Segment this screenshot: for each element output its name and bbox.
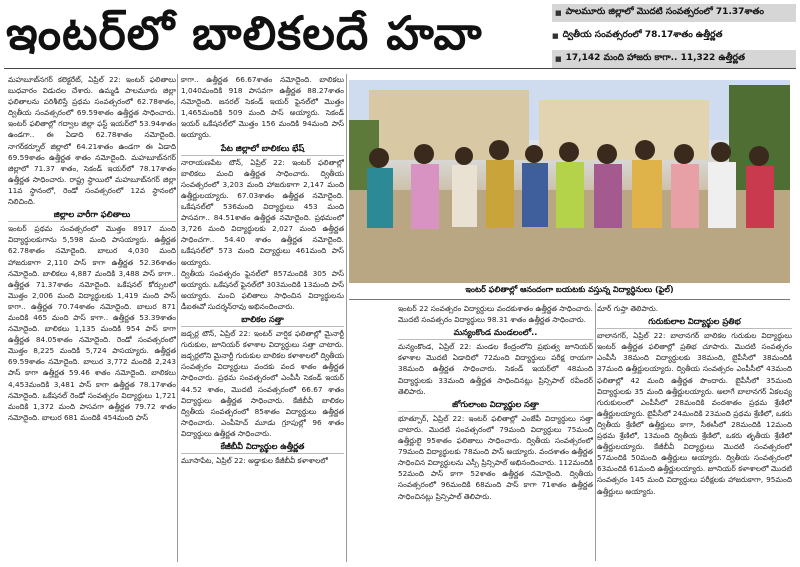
bullet-icon: ■ <box>555 55 562 63</box>
highlight-text: ద్వితీయ సంవత్సరంలో 78.17శాతం ఉత్తీర్ణత <box>562 30 723 40</box>
students-photo-illustration <box>349 80 790 283</box>
article-paragraph: ఇంటర్ ప్రథమ సంవత్సరంలో మొత్తం 8917 మంది విద్యార్థులకుగాను 5,598 మంది పాసయ్యారు. ఉత్తీర్ణత 62.78శాతం నమోదైంది. బాలుర 4,030 మంది హాజరుకాగా 2,110 పాస్ కాగా ఉత్తీర్ణత 52.36శాతం నమోదైంది. బాలికలు 4,887 మందికి 3,488 పాస్ కాగా.. ఉత్తీర్ణత 71.37శాతం నమోదైంది. ఒకేషనల్ కోర్సులలో మొత్తం 2,006 మంది విద్యార్థులకు 1,419 మంది పాస్ కాగా.. ఉత్తీర్ణత 70.74శాతం నమోదైంది. బాలుర 871 మందికి 465 మంది పాస్ కాగా.. ఉత్తీర్ణత 53.39శాతం నమోదైంది. బాలికలు 1,135 మందికి 954 పాస్ కాగా ఉత్తీర్ణత 84.05శాతం నమోదైంది. రెండో సంవత్సరంలో మొత్తం 8,225 మందికి 5,724 పాసయ్యారు. ఉత్తీర్ణత 69.59శాతం నమోదైంది. బాలుర 3,772 మందికి 2,243 పాస్ కాగా ఉత్తీర్ణత 59.46 శాతం నమోదైంది. బాలికలు 4,453మందికి 3,481 పాస్ కాగా ఉత్తీర్ణత 78.17శాతం నమోదైంది. ఒకేషనల్ రెండో సంవత్సరం విద్యార్థులు 1,721 మందికి 1,372 మంది పాసవగా ఉత్తీర్ణత 79.72 శాతం నమోదైంది. బాలుర 681 మందికి 454మంది పాస్ <box>8 224 176 422</box>
highlight-item <box>552 4 796 22</box>
highlight-text: పాలమూరు జిల్లాలో మొదటి సంవత్సరంలో 71.37శాతం <box>565 7 764 17</box>
highlights-box <box>552 4 796 68</box>
article-column-2 <box>181 74 344 562</box>
article-paragraph: మహబూబ్‌నగర్ కలెక్టరేట్, ఏప్రిల్ 22: ఇంటర్ ఫలితాలు బుధవారం విడుదల చేశారు. ఉమ్మడి పాలమూరు జిల్లా ఫలితాలను పరిశీలిస్తే ప్రథమ సంవత్సరంలో 62.78శాతం, ద్వితీయ సంవత్సరంలో 69.59శాతం ఉత్తీర్ణత సాధించారు. ఇంటర్ ఫలితాల్లో గద్వాల జిల్లా ఫస్ట్ ఇయర్‌లో 53.94శాతం ఉండగా.. ఈ ఏడాది 62.78శాతం నమోదైంది. నాగర్‌కర్నూల్ జిల్లాలో 64.21శాతం ఉండగా ఈ ఏడాది 69.59శాతం ఉత్తీర్ణత శాతం నమోదైంది. మహబూబ్‌నగర్ జిల్లాలో 71.37 శాతం, సెకండ్ ఇయర్‌లో 78.17శాతం ఉత్తీర్ణత సాధించారు. రాష్ట్ర స్థాయిలో మహబూబ్‌నగర్ జిల్లా 11వ స్థానంలో, రెండో సంవత్సరంలో 12వ స్థానంలో నిలిచింది. <box>8 75 176 207</box>
highlight-item <box>552 50 796 68</box>
article-paragraph: జడ్చర్ల టౌన్, ఏప్రిల్ 22: ఇంటర్ వార్షిక ఫలితాల్లో మైనార్టీ గురుకుల, జూనియర్ కళాశాల విద్యార్థులు సత్తా చాటారు. జడ్చర్లలోని మైనార్టీ గురుకుల బాలికల కళాశాలలో ద్వితీయ సంవత్సరం విద్యార్థులు వందకు వంద శాతం ఉత్తీర్ణత సాధించారు. ప్రథమ సంవత్సరంలో ఎంపీసీ సెకండ్ ఇయర్ 44.52 శాతం, మొదటి సంవత్సరంలో 66.67 శాతం విద్యార్థులు ఉత్తీర్ణత సాధించారు. కేజీబీవీ బాలికల ద్వితీయ సంవత్సరంలో 85శాతం విద్యార్థులు ఉత్తీర్ణత సాధించారు. ఎంపీహెచ్ మూడు గ్రూపుల్లో 96 శాతం విద్యార్థులు ఉత్తీర్ణత సాధించారు. <box>181 329 344 438</box>
section-heading: జోగులాంబ విద్యార్థుల సత్తా <box>398 399 593 412</box>
article-paragraph: కాగా.. ఉత్తీర్ణత 66.67శాతం నమోదైంది. బాలికలు 1,040మందికి 918 పాసవగా ఉత్తీర్ణత 88.27శాతం నమోదైంది. జనరల్ సెకండ్ ఇయర్ ఫైనల్‌లో మొత్తం 1,465మందికి 509 మంది పాస్ అయ్యారు. సెకండ్ ఇయర్ ఒకేషనల్‌లో మొత్తం 156 మందికి 94మంది పాస్ అయ్యారు. <box>181 75 344 140</box>
photo-caption: ఇంటర్ ఫలితాల్లో ఆనందంగా బయటకు వస్తున్న విద్యార్థినులు (ఫైల్) <box>349 285 790 300</box>
bullet-icon: ■ <box>552 32 559 40</box>
bullet-icon: ■ <box>555 9 562 17</box>
section-heading: గురుకులాల విద్యార్థుల ప్రతిభ <box>597 316 792 329</box>
article-paragraph: మూసాపేట, ఏప్రిల్ 22: అడ్డాకుల కేజీబీవీ కళాశాలలో <box>181 456 328 466</box>
column-divider <box>595 303 596 561</box>
article-paragraph: భూత్పూర్, ఏప్రిల్ 22: ఇంటర్ ఫలితాల్లో ఎంజేపీ విద్యార్థులు సత్తా చాటారు. మొదటి సంవత్సరంలో 79మంది విద్యార్థులు 75మంది ఉత్తీర్ణులై 95శాతం ఫలితాలు సాధించారు. ద్వితీయ సంవత్సరంలో 79మంది విద్యార్థులకు 78మంది పాస్ అయ్యారు. వందశాతం ఉత్తీర్ణత సాధించిన విద్యార్థులను ఎస్సీ ప్రిన్సిపాల్ అభినందించారు. 112మందికి 52మంది పాస్ కాగా 52శాతం ఉత్తీర్ణత నమోదైంది. ద్వితీయ సంవత్సరంలో 96మందికి 68మంది పాస్ కాగా 71శాతం ఉత్తీర్ణత సాధించినట్లు ప్రిన్సిపాల్ తెలిపారు. <box>398 413 593 501</box>
article-column-1 <box>8 74 176 562</box>
news-photo <box>349 80 790 283</box>
section-heading: మన్యంకొండ మండలంలో.. <box>398 327 593 340</box>
headline: ఇంటర్‌లో బాలికలదే హవా <box>6 6 483 60</box>
section-heading: కేజీబీవీ విద్యార్థుల ఉత్తీర్ణత <box>181 441 344 454</box>
article-paragraph: మన్యంకొండ, ఏప్రిల్ 22: మండల కేంద్రంలోని ప్రభుత్వ జూనియర్ కళాశాల మొదటి ఏడాదిలో 72మంది విద్యార్థులు పరీక్ష రాయగా 38మంది ఉత్తీర్ణత సాధించారు. సెకండ్ ఇయర్‌లో 48మంది విద్యార్థులకు 33మంది ఉత్తీర్ణత సాధించినట్లు ప్రిన్సిపాల్ రవీందర్ తెలిపారు. <box>398 342 593 396</box>
article-paragraph: బాలానగర్, ఏప్రిల్ 22: బాలానగర్ బాలికల గురుకుల విద్యార్థులు ఇంటర్ ఉత్తీర్ణత ఫలితాల్లో ప్రతిభ చూపారు. మొదటి సంవత్సరం ఎంపీసీ 38మంది విద్యార్థులకు 38మంది, బైపీసీలో 38మందికి 37మంది ఉత్తీర్ణులయ్యారు. ద్వితీయ సంవత్సరం ఎంపీసీలో 43మంది ఫలితాల్లో 42 మంది ఉత్తీర్ణత పొందారు. బైపీసీలో 35మంది విద్యార్థులకు 35 మంది ఉత్తీర్ణులయ్యారు. అలాగే బాలానగర్ ఏకలవ్య గురుకులంలో ఎంపీసీలో 28మందికి వందశాతం ప్రథమ శ్రేణిలో ఉత్తీర్ణులయ్యారు. బైపీసీలో 24మందికి 23మంది ప్రథమ శ్రేణిలో, ఒకరు ద్వితీయ శ్రేణిలో ఉత్తీర్ణులు కాగా, సీఈసీలో 28మందికి 12మంది ప్రథమ శ్రేణిలో, 13మంది ద్వితీయ శ్రేణిలో, ఒకరు తృతీయ శ్రేణిలో ఉత్తీర్ణులయ్యారు. కేజీబీవీ విద్యార్థులు మొదటి సంవత్సరంలో 57మందికి 50మంది ఉత్తీర్ణులు అయ్యారు. ద్వితీయ సంవత్సరంలో 63మందికి 61మంది ఉత్తీర్ణులయ్యారు. జూనియర్ కళాశాలలో మొదటి సంవత్సరం 145 మంది విద్యార్థులు పరీక్షలకు హాజరుకాగా, 95మంది ఉత్తీర్ణులు అయ్యారు. <box>597 331 792 496</box>
section-heading: జిల్లాల వారీగా ఫలితాలు <box>8 209 176 222</box>
header-divider <box>4 68 796 69</box>
article-paragraph: మార్ గుప్తా తెలిపారు. <box>597 304 659 313</box>
highlight-item <box>552 27 796 45</box>
section-heading: బాలికల సత్తా <box>181 314 344 327</box>
article-column-3 <box>398 303 593 561</box>
column-divider <box>346 74 347 562</box>
highlight-text: 17,142 మంది హాజరు కాగా.. 11,322 ఉత్తీర్ణత <box>565 53 746 63</box>
section-heading: పేట జిల్లాలో బాలికలు భేష్ <box>181 143 344 156</box>
article-paragraph: ద్వితీయ సంవత్సరం ఫైనల్‌లో 857మందికి 305 పాస్ అయ్యారు. ఒకేషనల్ ఫైనల్‌లో 303మందికి 13మంది పాస్ అయ్యారు. మంచి ఫలితాలు సాధించిన విద్యార్థులను డీఐఈవో సుదర్శన్‌రావు అభినందించారు. <box>181 268 344 311</box>
article-paragraph: ఇంటర్ 22 సంవత్సరం విద్యార్థులు వందకుశాతం ఉత్తీర్ణత సాధించారు. మొదటి సంవత్సరం విద్యార్థులు 98.31 శాతం ఉత్తీర్ణత సాధించారు. <box>398 304 593 325</box>
article-column-4 <box>597 303 792 561</box>
article-paragraph: నారాయణపేట టౌన్, ఏప్రిల్ 22: ఇంటర్ ఫలితాల్లో బాలికలు మంచి ఉత్తీర్ణత సాధించారు. ద్వితీయ సంవత్సరంలో 3,203 మంది హాజరుకాగా 2,147 మంది ఉత్తీర్ణులయ్యారు. 67.03శాతం ఉత్తీర్ణత నమోదైంది. ఒకేషనల్‌లో 536మంది విద్యార్థులు 453 మంది పాసవగా.. 84.51శాతం ఉత్తీర్ణత నమోదైంది. ప్రథమంలో 3,726 మంది విద్యార్థులకు 2,027 మంది ఉత్తీర్ణత సాధించగా.. 54.40 శాతం ఉత్తీర్ణత నమోదైంది. ఒకేషనల్‌లో 573 మంది విద్యార్థులు 461మంది పాస్ అయ్యారు. <box>181 157 344 267</box>
column-divider <box>177 74 178 562</box>
